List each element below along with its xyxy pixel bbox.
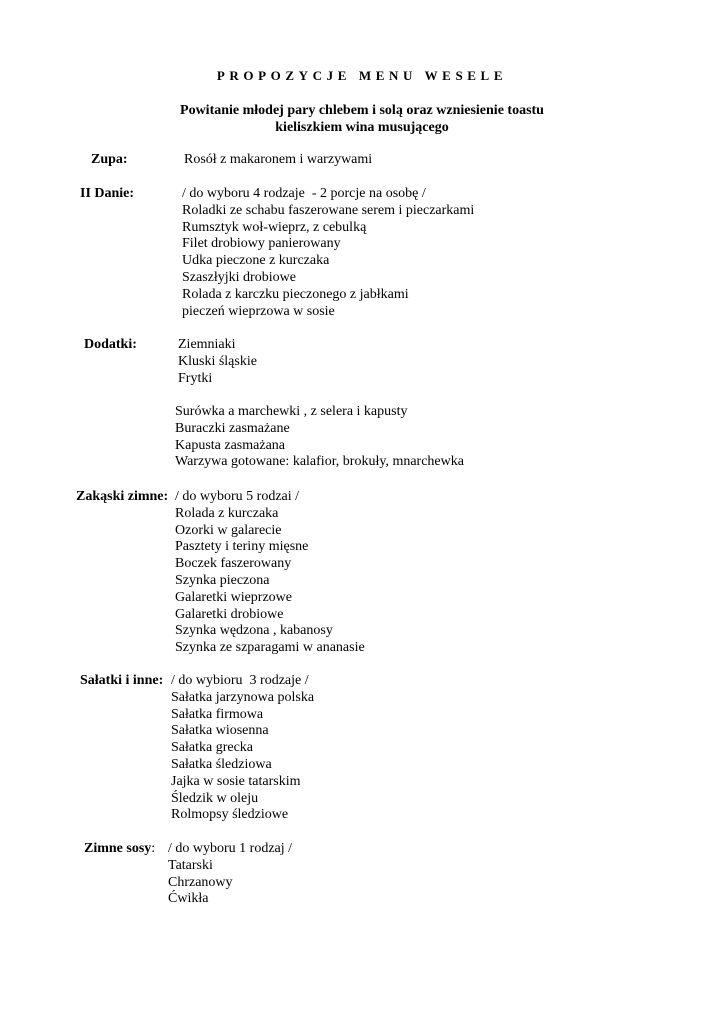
menu-item: Ozorki w galarecie: [175, 522, 282, 538]
section-items-salatki: [171, 673, 314, 824]
menu-item: Kapusta zasmażana: [175, 437, 285, 453]
menu-item: Tatarski: [168, 857, 213, 873]
menu-item: Szynka pieczona: [175, 572, 270, 588]
section-label-zakaski: Zakąski zimne:: [76, 489, 169, 504]
welcome-text: [0, 102, 724, 136]
menu-item: Frytki: [178, 370, 213, 386]
menu-item: Rumsztyk woł-wieprz, z cebulką: [182, 219, 367, 235]
menu-item: Filet drobiowy panierowany: [182, 236, 341, 252]
menu-item: Szynka ze szparagami w ananasie: [175, 640, 365, 656]
section-label-sosy-colon: :: [151, 841, 156, 856]
menu-item: Rolmopsy śledziowe: [171, 807, 289, 823]
page-title: PROPOZYCJE MENU WESELE: [216, 68, 508, 83]
menu-item: Chrzanowy: [168, 874, 233, 890]
menu-item: Galaretki drobiowe: [175, 606, 284, 622]
section-items-dodatki: [178, 337, 257, 387]
menu-item: Szynka wędzona , kabanosy: [175, 623, 333, 639]
welcome-line-1: Powitanie młodej pary chlebem i solą oraz wzniesienie toastu: [180, 103, 544, 118]
section-items-sosy: [168, 841, 292, 908]
menu-item: Roladki ze schabu faszerowane serem i pieczarkami: [182, 202, 475, 218]
menu-item: Sałatka jarzynowa polska: [171, 689, 315, 705]
menu-item: Szaszłyjki drobiowe: [182, 269, 296, 285]
menu-item: Sałatka śledziowa: [171, 756, 272, 772]
section-label-dodatki: Dodatki:: [84, 337, 137, 352]
menu-item: Sałatka wiosenna: [171, 723, 269, 739]
menu-item: Pasztety i teriny mięsne: [175, 539, 309, 555]
section-items-drugie-danie: [182, 186, 474, 320]
section-label-salatki: Sałatki i inne:: [80, 673, 164, 688]
menu-item: Jajka w sosie tatarskim: [171, 773, 301, 789]
menu-item: / do wyboru 5 rodzai /: [175, 489, 300, 504]
menu-item: / do wybioru 3 rodzaje /: [171, 673, 309, 688]
section-items-zakaski: [175, 489, 365, 657]
menu-item: Sałatka grecka: [171, 740, 254, 756]
section-items-dodatki-2: [175, 404, 464, 471]
section-label-zupa: Zupa:: [91, 152, 128, 167]
menu-item: Surówka a marchewki , z selera i kapusty: [175, 404, 408, 419]
menu-item: / do wyboru 4 rodzaje - 2 porcje na osobę /: [182, 186, 426, 201]
menu-item: Śledzik w oleju: [171, 790, 259, 806]
menu-item: Warzywa gotowane: kalafior, brokuły, mnarchewka: [175, 454, 464, 470]
menu-item: Galaretki wieprzowe: [175, 589, 292, 605]
menu-item: / do wyboru 1 rodzaj /: [168, 841, 293, 856]
menu-item: pieczeń wieprzowa w sosie: [182, 303, 335, 319]
menu-item: Udka pieczone z kurczaka: [182, 253, 330, 269]
menu-item: Sałatka firmowa: [171, 706, 264, 722]
menu-item: Ziemniaki: [178, 337, 236, 352]
menu-item: Rolada z kurczaka: [175, 505, 279, 521]
menu-item: Kluski śląskie: [178, 353, 257, 369]
menu-item: Boczek faszerowany: [175, 556, 292, 572]
menu-item: Rosół z makaronem i warzywami: [184, 152, 373, 167]
section-label-sosy: [84, 841, 155, 857]
menu-item: Buraczki zasmażane: [175, 420, 290, 436]
welcome-line-2: kieliszkiem wina musującego: [275, 120, 449, 135]
section-label-drugie-danie: II Danie:: [80, 186, 135, 201]
section-items-zupa: [184, 152, 372, 169]
section-label-sosy-text: Zimne sosy: [84, 841, 152, 856]
menu-item: Ćwikła: [168, 891, 209, 907]
menu-item: Rolada z karczku pieczonego z jabłkami: [182, 286, 409, 302]
